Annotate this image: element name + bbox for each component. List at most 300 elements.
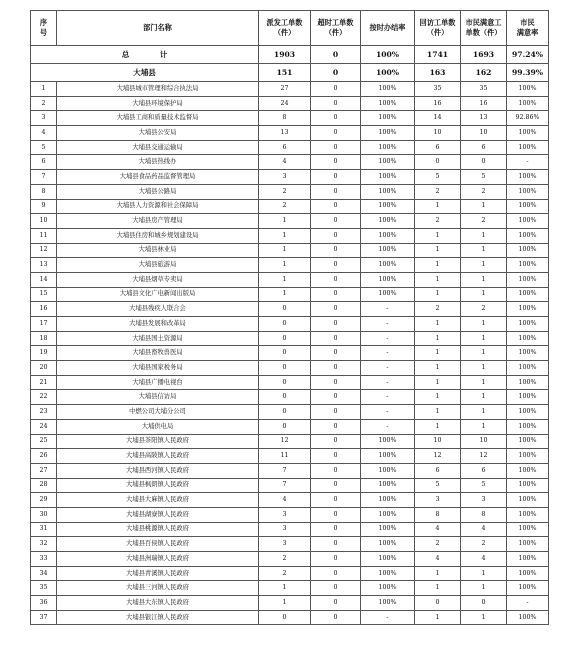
cell-satisfaction-rate: 100%	[507, 199, 549, 214]
cell-seq: 6	[31, 155, 57, 170]
cell-satisfied: 2	[461, 302, 507, 317]
cell-satisfaction-rate: 100%	[507, 96, 549, 111]
table-row	[31, 170, 549, 185]
cell-satisfied: 6	[461, 463, 507, 478]
table-header	[31, 11, 549, 46]
county-dispatched: 151	[259, 64, 311, 82]
cell-ontime-rate: 100%	[361, 287, 415, 302]
cell-dept: 大埔县洲瑞镇人民政府	[57, 552, 259, 567]
cell-overtime: 0	[311, 331, 361, 346]
cell-seq: 1	[31, 82, 57, 97]
cell-overtime: 0	[311, 390, 361, 405]
cell-responses: 1	[415, 610, 461, 625]
table-row	[31, 228, 549, 243]
table-row	[31, 155, 549, 170]
cell-satisfied: 1	[461, 228, 507, 243]
cell-dept: 大埔县公路局	[57, 184, 259, 199]
cell-seq: 3	[31, 111, 57, 126]
cell-dispatched: 6	[259, 140, 311, 155]
cell-satisfaction-rate: 100%	[507, 361, 549, 376]
cell-overtime: 0	[311, 272, 361, 287]
cell-ontime-rate: -	[361, 346, 415, 361]
table-row	[31, 522, 549, 537]
table-row	[31, 478, 549, 493]
cell-seq: 24	[31, 419, 57, 434]
cell-responses: 1	[415, 346, 461, 361]
cell-dept: 大埔县枫朗镇人民政府	[57, 478, 259, 493]
cell-dept: 大埔县桃源镇人民政府	[57, 522, 259, 537]
cell-satisfaction-rate: 100%	[507, 243, 549, 258]
cell-dept: 中燃公司大埔分公司	[57, 405, 259, 420]
cell-overtime: 0	[311, 96, 361, 111]
cell-seq: 30	[31, 507, 57, 522]
cell-dispatched: 8	[259, 111, 311, 126]
cell-dispatched: 1	[259, 214, 311, 229]
cell-overtime: 0	[311, 346, 361, 361]
cell-ontime-rate: 100%	[361, 126, 415, 141]
cell-ontime-rate: 100%	[361, 449, 415, 464]
cell-satisfaction-rate: 100%	[507, 434, 549, 449]
cell-dept: 大埔县大麻镇人民政府	[57, 493, 259, 508]
header-dept: 部门名称	[57, 11, 259, 46]
cell-dispatched: 12	[259, 434, 311, 449]
cell-overtime: 0	[311, 155, 361, 170]
cell-ontime-rate: 100%	[361, 552, 415, 567]
cell-seq: 5	[31, 140, 57, 155]
cell-responses: 3	[415, 493, 461, 508]
total-row	[31, 46, 549, 64]
cell-dispatched: 2	[259, 552, 311, 567]
cell-satisfied: 2	[461, 537, 507, 552]
table-row	[31, 566, 549, 581]
table-row	[31, 507, 549, 522]
total-responses: 1741	[415, 46, 461, 64]
cell-ontime-rate: 100%	[361, 214, 415, 229]
cell-ontime-rate: 100%	[361, 140, 415, 155]
table-row	[31, 581, 549, 596]
cell-dispatched: 1	[259, 272, 311, 287]
cell-seq: 11	[31, 228, 57, 243]
cell-ontime-rate: -	[361, 610, 415, 625]
cell-dispatched: 3	[259, 507, 311, 522]
cell-overtime: 0	[311, 537, 361, 552]
cell-seq: 17	[31, 317, 57, 332]
table-row	[31, 126, 549, 141]
cell-overtime: 0	[311, 111, 361, 126]
cell-overtime: 0	[311, 449, 361, 464]
table-row	[31, 419, 549, 434]
cell-dispatched: 2	[259, 184, 311, 199]
cell-ontime-rate: -	[361, 361, 415, 376]
cell-dept: 大埔县环境保护局	[57, 96, 259, 111]
cell-satisfied: 0	[461, 596, 507, 611]
cell-overtime: 0	[311, 596, 361, 611]
cell-satisfaction-rate: 100%	[507, 522, 549, 537]
cell-dept: 大埔县残疾人联合会	[57, 302, 259, 317]
cell-seq: 35	[31, 581, 57, 596]
cell-satisfied: 1	[461, 258, 507, 273]
cell-dispatched: 1	[259, 287, 311, 302]
cell-responses: 4	[415, 552, 461, 567]
cell-ontime-rate: 100%	[361, 111, 415, 126]
cell-seq: 34	[31, 566, 57, 581]
cell-dispatched: 3	[259, 170, 311, 185]
cell-satisfaction-rate: 100%	[507, 552, 549, 567]
table-row	[31, 463, 549, 478]
cell-dept: 大埔县林业局	[57, 243, 259, 258]
cell-ontime-rate: 100%	[361, 243, 415, 258]
cell-responses: 35	[415, 82, 461, 97]
cell-responses: 5	[415, 478, 461, 493]
cell-dept: 大埔县房产管理局	[57, 214, 259, 229]
cell-satisfied: 6	[461, 140, 507, 155]
cell-satisfied: 1	[461, 405, 507, 420]
cell-seq: 15	[31, 287, 57, 302]
cell-responses: 10	[415, 434, 461, 449]
cell-dept: 大埔县食品药品监督管理局	[57, 170, 259, 185]
cell-responses: 2	[415, 537, 461, 552]
cell-satisfied: 1	[461, 610, 507, 625]
cell-satisfaction-rate: 100%	[507, 317, 549, 332]
cell-dept: 大埔县湖寮镇人民政府	[57, 507, 259, 522]
total-ontime-rate: 100%	[361, 46, 415, 64]
cell-seq: 25	[31, 434, 57, 449]
table-row	[31, 96, 549, 111]
cell-dispatched: 7	[259, 478, 311, 493]
cell-dept: 大埔县畜牧兽医局	[57, 346, 259, 361]
header-satisfaction-rate: 市民 满意率	[507, 11, 549, 46]
cell-satisfied: 1	[461, 581, 507, 596]
county-overtime: 0	[311, 64, 361, 82]
cell-satisfied: 10	[461, 434, 507, 449]
cell-satisfied: 1	[461, 361, 507, 376]
cell-overtime: 0	[311, 478, 361, 493]
cell-ontime-rate: 100%	[361, 566, 415, 581]
cell-satisfaction-rate: 100%	[507, 184, 549, 199]
cell-satisfaction-rate: 100%	[507, 214, 549, 229]
cell-responses: 1	[415, 375, 461, 390]
cell-ontime-rate: 100%	[361, 184, 415, 199]
cell-satisfied: 5	[461, 478, 507, 493]
cell-ontime-rate: -	[361, 331, 415, 346]
table-row	[31, 243, 549, 258]
header-ontime-rate: 按时办结率	[361, 11, 415, 46]
cell-satisfaction-rate: 100%	[507, 346, 549, 361]
header-overtime: 超时工单数 （件）	[311, 11, 361, 46]
cell-seq: 9	[31, 199, 57, 214]
cell-seq: 13	[31, 258, 57, 273]
table-row	[31, 111, 549, 126]
cell-overtime: 0	[311, 287, 361, 302]
cell-responses: 1	[415, 331, 461, 346]
cell-dept: 大埔县发展和改革局	[57, 317, 259, 332]
cell-dispatched: 0	[259, 317, 311, 332]
cell-overtime: 0	[311, 258, 361, 273]
cell-dept: 大埔县大东镇人民政府	[57, 596, 259, 611]
cell-overtime: 0	[311, 126, 361, 141]
cell-dispatched: 0	[259, 375, 311, 390]
cell-dept: 大埔县银江镇人民政府	[57, 610, 259, 625]
cell-satisfaction-rate: 100%	[507, 493, 549, 508]
cell-dispatched: 1	[259, 596, 311, 611]
cell-dept: 大埔县茶阳镇人民政府	[57, 434, 259, 449]
cell-responses: 1	[415, 566, 461, 581]
cell-overtime: 0	[311, 552, 361, 567]
cell-seq: 4	[31, 126, 57, 141]
cell-ontime-rate: -	[361, 375, 415, 390]
cell-seq: 18	[31, 331, 57, 346]
cell-dispatched: 2	[259, 199, 311, 214]
cell-satisfied: 2	[461, 184, 507, 199]
cell-overtime: 0	[311, 228, 361, 243]
cell-satisfied: 4	[461, 552, 507, 567]
cell-satisfaction-rate: -	[507, 155, 549, 170]
cell-dispatched: 4	[259, 493, 311, 508]
cell-overtime: 0	[311, 463, 361, 478]
work-order-table	[30, 10, 549, 625]
total-label: 总 计	[31, 46, 259, 64]
cell-seq: 37	[31, 610, 57, 625]
cell-satisfaction-rate: 100%	[507, 287, 549, 302]
cell-overtime: 0	[311, 361, 361, 376]
cell-dispatched: 7	[259, 463, 311, 478]
cell-overtime: 0	[311, 82, 361, 97]
cell-dispatched: 1	[259, 581, 311, 596]
cell-satisfied: 1	[461, 375, 507, 390]
cell-dispatched: 0	[259, 302, 311, 317]
cell-dispatched: 24	[259, 96, 311, 111]
cell-satisfaction-rate: 100%	[507, 405, 549, 420]
cell-dept: 大埔县热线办	[57, 155, 259, 170]
county-row	[31, 64, 549, 82]
cell-satisfaction-rate: 100%	[507, 258, 549, 273]
table-body	[31, 46, 549, 625]
cell-dispatched: 4	[259, 155, 311, 170]
cell-satisfied: 1	[461, 317, 507, 332]
cell-satisfaction-rate: 100%	[507, 537, 549, 552]
cell-satisfied: 1	[461, 272, 507, 287]
cell-responses: 1	[415, 419, 461, 434]
cell-dispatched: 0	[259, 390, 311, 405]
cell-ontime-rate: 100%	[361, 478, 415, 493]
cell-seq: 7	[31, 170, 57, 185]
cell-satisfied: 12	[461, 449, 507, 464]
cell-dept: 大埔县人力资源和社会保障局	[57, 199, 259, 214]
cell-ontime-rate: 100%	[361, 155, 415, 170]
cell-satisfaction-rate: 100%	[507, 140, 549, 155]
cell-dispatched: 1	[259, 228, 311, 243]
table-row	[31, 346, 549, 361]
cell-ontime-rate: 100%	[361, 258, 415, 273]
cell-responses: 5	[415, 170, 461, 185]
cell-satisfied: 35	[461, 82, 507, 97]
cell-satisfaction-rate: 100%	[507, 331, 549, 346]
table-row	[31, 82, 549, 97]
cell-ontime-rate: -	[361, 405, 415, 420]
cell-seq: 10	[31, 214, 57, 229]
cell-responses: 1	[415, 361, 461, 376]
header-satisfied: 市民满意工 单数（件）	[461, 11, 507, 46]
cell-overtime: 0	[311, 566, 361, 581]
cell-overtime: 0	[311, 434, 361, 449]
cell-responses: 2	[415, 214, 461, 229]
cell-overtime: 0	[311, 302, 361, 317]
cell-satisfied: 3	[461, 493, 507, 508]
county-label: 大埔县	[31, 64, 259, 82]
cell-responses: 0	[415, 596, 461, 611]
cell-dispatched: 2	[259, 566, 311, 581]
cell-seq: 14	[31, 272, 57, 287]
cell-seq: 33	[31, 552, 57, 567]
table-row	[31, 199, 549, 214]
cell-ontime-rate: -	[361, 302, 415, 317]
cell-satisfied: 16	[461, 96, 507, 111]
cell-satisfaction-rate: 100%	[507, 272, 549, 287]
cell-satisfaction-rate: 100%	[507, 478, 549, 493]
cell-seq: 28	[31, 478, 57, 493]
cell-overtime: 0	[311, 214, 361, 229]
cell-dept: 大埔县烟草专卖局	[57, 272, 259, 287]
cell-seq: 2	[31, 96, 57, 111]
cell-overtime: 0	[311, 419, 361, 434]
cell-responses: 6	[415, 463, 461, 478]
cell-satisfaction-rate: 100%	[507, 126, 549, 141]
table-row	[31, 537, 549, 552]
county-ontime-rate: 100%	[361, 64, 415, 82]
table-row	[31, 258, 549, 273]
table-row	[31, 405, 549, 420]
cell-responses: 10	[415, 126, 461, 141]
cell-responses: 1	[415, 199, 461, 214]
cell-dispatched: 3	[259, 522, 311, 537]
cell-dept: 大埔县信访局	[57, 390, 259, 405]
cell-overtime: 0	[311, 522, 361, 537]
cell-satisfaction-rate: 100%	[507, 507, 549, 522]
cell-dept: 大埔县百侯镇人民政府	[57, 537, 259, 552]
cell-dispatched: 1	[259, 243, 311, 258]
cell-seq: 36	[31, 596, 57, 611]
cell-overtime: 0	[311, 493, 361, 508]
table-row	[31, 214, 549, 229]
table-row	[31, 287, 549, 302]
cell-responses: 1	[415, 272, 461, 287]
cell-seq: 12	[31, 243, 57, 258]
cell-satisfied: 1	[461, 346, 507, 361]
cell-dept: 大埔供电局	[57, 419, 259, 434]
cell-seq: 21	[31, 375, 57, 390]
cell-satisfaction-rate: 100%	[507, 566, 549, 581]
cell-seq: 22	[31, 390, 57, 405]
total-overtime: 0	[311, 46, 361, 64]
cell-dept: 大埔县西河镇人民政府	[57, 463, 259, 478]
cell-dept: 大埔县高陂镇人民政府	[57, 449, 259, 464]
cell-dispatched: 13	[259, 126, 311, 141]
total-satisfaction-rate: 97.24%	[507, 46, 549, 64]
table-row	[31, 434, 549, 449]
cell-overtime: 0	[311, 140, 361, 155]
county-satisfaction-rate: 99.39%	[507, 64, 549, 82]
cell-satisfaction-rate: 100%	[507, 375, 549, 390]
table-row	[31, 331, 549, 346]
cell-satisfaction-rate: 100%	[507, 390, 549, 405]
cell-satisfied: 8	[461, 507, 507, 522]
table-row	[31, 390, 549, 405]
cell-overtime: 0	[311, 170, 361, 185]
cell-ontime-rate: 100%	[361, 272, 415, 287]
cell-ontime-rate: 100%	[361, 537, 415, 552]
cell-satisfied: 0	[461, 155, 507, 170]
cell-dept: 大埔县城市管理和综合执法局	[57, 82, 259, 97]
cell-seq: 26	[31, 449, 57, 464]
cell-responses: 1	[415, 390, 461, 405]
cell-dispatched: 0	[259, 405, 311, 420]
cell-satisfied: 1	[461, 331, 507, 346]
total-satisfied: 1693	[461, 46, 507, 64]
cell-seq: 31	[31, 522, 57, 537]
cell-responses: 8	[415, 507, 461, 522]
cell-dept: 大埔县国土资源局	[57, 331, 259, 346]
cell-seq: 19	[31, 346, 57, 361]
cell-overtime: 0	[311, 610, 361, 625]
cell-responses: 16	[415, 96, 461, 111]
county-responses: 163	[415, 64, 461, 82]
header-dispatched: 派发工单数 （件）	[259, 11, 311, 46]
table-row	[31, 184, 549, 199]
cell-ontime-rate: -	[361, 390, 415, 405]
total-dispatched: 1903	[259, 46, 311, 64]
cell-dept: 大埔县青溪镇人民政府	[57, 566, 259, 581]
cell-satisfied: 5	[461, 170, 507, 185]
table-row	[31, 302, 549, 317]
cell-responses: 1	[415, 243, 461, 258]
table-row	[31, 375, 549, 390]
cell-ontime-rate: -	[361, 419, 415, 434]
cell-ontime-rate: 100%	[361, 434, 415, 449]
cell-satisfied: 10	[461, 126, 507, 141]
cell-responses: 2	[415, 302, 461, 317]
cell-responses: 1	[415, 228, 461, 243]
cell-ontime-rate: 100%	[361, 581, 415, 596]
table-row	[31, 317, 549, 332]
cell-ontime-rate: 100%	[361, 82, 415, 97]
cell-satisfaction-rate: 100%	[507, 581, 549, 596]
cell-satisfaction-rate: 100%	[507, 228, 549, 243]
cell-overtime: 0	[311, 199, 361, 214]
cell-overtime: 0	[311, 405, 361, 420]
cell-responses: 1	[415, 317, 461, 332]
cell-dept: 大埔县广播电视台	[57, 375, 259, 390]
cell-satisfied: 1	[461, 243, 507, 258]
cell-satisfaction-rate: 100%	[507, 170, 549, 185]
cell-dispatched: 3	[259, 537, 311, 552]
cell-seq: 27	[31, 463, 57, 478]
table-row	[31, 140, 549, 155]
cell-ontime-rate: 100%	[361, 522, 415, 537]
cell-responses: 2	[415, 184, 461, 199]
cell-responses: 12	[415, 449, 461, 464]
cell-satisfaction-rate: 100%	[507, 463, 549, 478]
cell-satisfied: 1	[461, 199, 507, 214]
cell-dept: 大埔县文化广电新闻出版局	[57, 287, 259, 302]
cell-satisfied: 1	[461, 419, 507, 434]
cell-dept: 大埔县国家税务局	[57, 361, 259, 376]
table-row	[31, 272, 549, 287]
cell-satisfaction-rate: 100%	[507, 302, 549, 317]
table-row	[31, 552, 549, 567]
table-row	[31, 493, 549, 508]
cell-dispatched: 11	[259, 449, 311, 464]
header-responses: 回访工单数 （件）	[415, 11, 461, 46]
